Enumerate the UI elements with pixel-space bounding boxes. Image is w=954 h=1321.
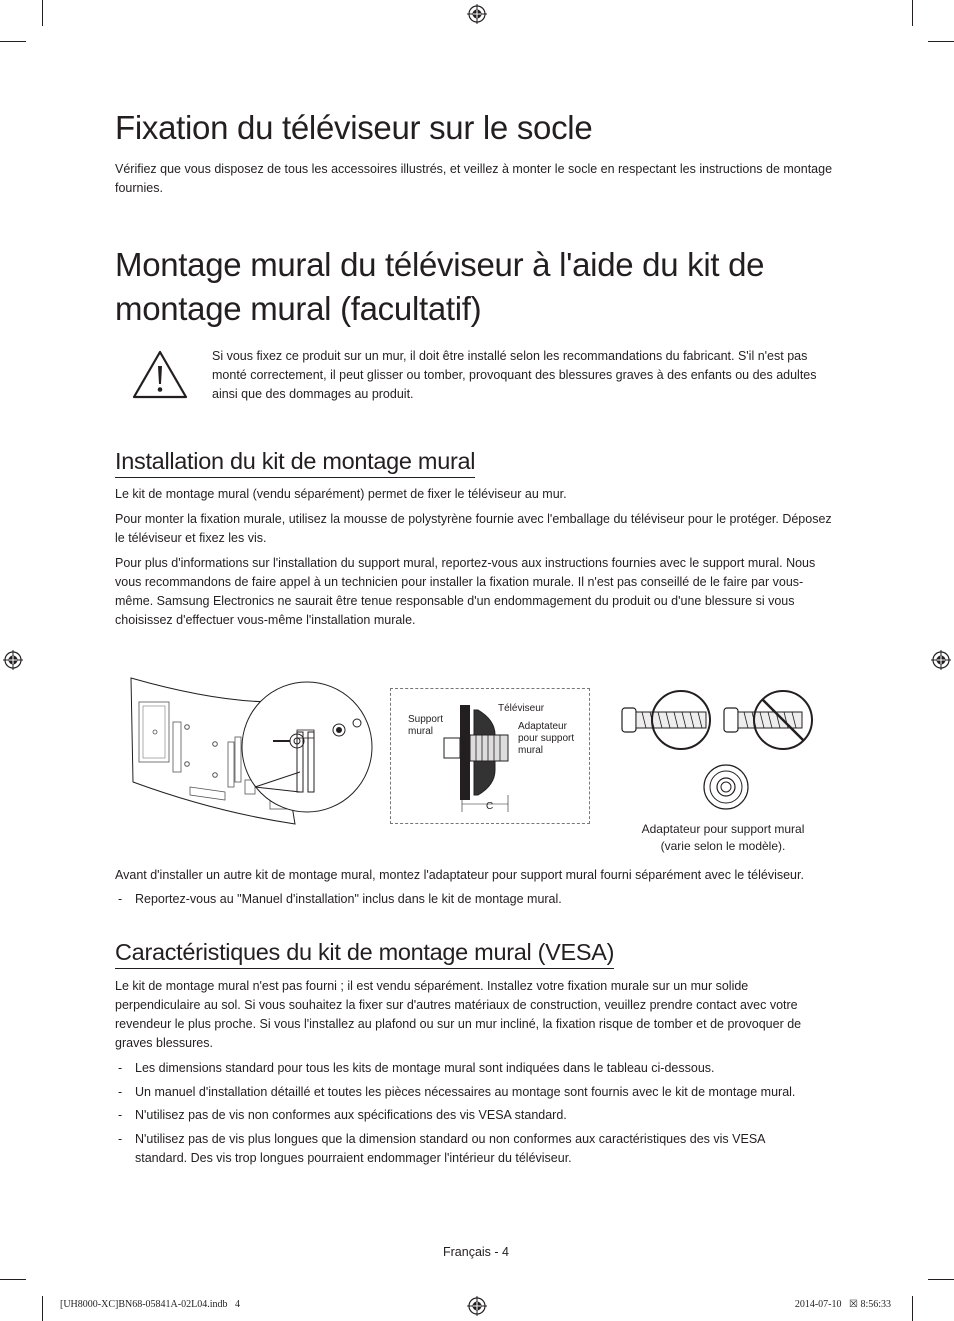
tv-back-diagram	[125, 672, 390, 827]
cross-section-diagram	[440, 700, 520, 818]
date-info: 2014-07-10 ☒ 8:56:33	[794, 1299, 891, 1310]
install-note: Reportez-vous au "Manuel d'installation" inclus dans le kit de montage mural.	[135, 892, 562, 906]
install-paragraph-1: Le kit de montage mural (vendu séparément) permet de fixer le téléviseur au mur.	[115, 487, 567, 501]
crop-mark	[0, 41, 26, 42]
label-c: C	[486, 801, 494, 812]
vesa-bullet-3: N'utilisez pas de vis non conformes aux spécifications des vis VESA standard.	[135, 1108, 567, 1122]
vesa-heading: Caractéristiques du kit de montage mural (VESA)	[115, 938, 614, 969]
bullet-dash: -	[118, 1108, 123, 1122]
adapter-caption-line-2: (varie selon le modèle).	[660, 839, 786, 853]
wall-adapter-icon	[701, 760, 751, 814]
page-number: Français - 4	[443, 1245, 509, 1259]
install-paragraph-2: Pour monter la fixation murale, utilisez la mousse de polystyrène fournie avec l'emballage du téléviseur pour le protéger. Déposez le téléviseur et fixez les vis.	[115, 512, 832, 545]
install-paragraph-4: Avant d'installer un autre kit de montage mural, montez l'adaptateur pour support mural fourni séparément avec le téléviseur.	[115, 868, 804, 882]
vesa-bullet-2: Un manuel d'installation détaillé et toutes les pièces nécessaires au montage sont fournis avec le kit de montage mural.	[135, 1085, 796, 1099]
page-title: Fixation du téléviseur sur le socle	[115, 109, 593, 146]
vesa-bullet-4: N'utilisez pas de vis plus longues que la dimension standard ou non conformes aux caractéristiques des vis VESA standard. Des vis trop longues pourraient endommager l'intérieur du téléviseur.	[135, 1132, 765, 1165]
registration-mark-icon	[3, 650, 23, 670]
bullet-dash: -	[118, 1085, 123, 1099]
crop-mark	[928, 1279, 954, 1280]
note-dash: -	[118, 892, 123, 906]
registration-mark-icon	[467, 4, 487, 24]
vesa-bullet-1: Les dimensions standard pour tous les kits de montage mural sont indiquées dans le tableau ci-dessous.	[135, 1061, 715, 1075]
warning-text: Si vous fixez ce produit sur un mur, il doit être installé selon les recommandations du fabricant. S'il n'est pas monté correctement, il peut glisser ou tomber, provoquant des blessures graves à des enfants ou des adultes ainsi que des dommages au produit.	[212, 349, 817, 401]
intro-text: Vérifiez que vous disposez de tous les accessoires illustrés, et veillez à monter le socle en respectant les instructions de montage fournies.	[115, 162, 833, 195]
vesa-paragraph: Le kit de montage mural n'est pas fourni ; il est vendu séparément. Installez votre fixation murale sur un mur solide perpendiculaire au sol. Si vous souhaitez la fixer sur d'autres matériaux de construction, veuillez prendre contact avec votre revendeur le plus proche. Si vous l'installez au plafond ou sur un mur incliné, la fixation risque de tomber et de provoquer de graves blessures.	[115, 979, 802, 1050]
warning-icon	[132, 350, 188, 400]
registration-mark-icon	[931, 650, 951, 670]
label-televiseur: Téléviseur	[498, 703, 545, 714]
label-support-mural: Support mural	[408, 714, 444, 737]
bullet-dash: -	[118, 1132, 123, 1146]
crop-mark	[912, 1296, 913, 1321]
label-adaptateur: Adaptateur pour support mural	[518, 721, 575, 756]
screw-correct-icon	[620, 688, 720, 752]
bullet-dash: -	[118, 1061, 123, 1075]
crop-mark	[912, 0, 913, 26]
crop-mark	[0, 1279, 26, 1280]
crop-mark	[42, 1296, 43, 1321]
adapter-caption-line-1: Adaptateur pour support mural	[641, 822, 805, 836]
file-info: [UH8000-XC]BN68-05841A-02L04.indb 4	[60, 1299, 240, 1310]
adapter-caption	[612, 821, 834, 855]
section-title: Montage mural du téléviseur à l'aide du kit de montage mural (facultatif)	[115, 246, 765, 327]
install-paragraph-3: Pour plus d'informations sur l'installation du support mural, reportez-vous aux instructions fournies avec le support mural. Nous vous recommandons de faire appel à un technicien pour installer la fixation murale. Il n'est pas conseillé de le faire par vous-même. Samsung Electronics ne saurait être tenue responsable d'un endommagement du produit ou d'une blessure si vous choisissez d'effectuer vous-même l'installation murale.	[115, 556, 816, 627]
screw-prohibited-icon	[722, 688, 818, 752]
crop-mark	[928, 41, 954, 42]
crop-mark	[42, 0, 43, 26]
install-heading: Installation du kit de montage mural	[115, 447, 475, 478]
registration-mark-icon	[467, 1296, 487, 1316]
